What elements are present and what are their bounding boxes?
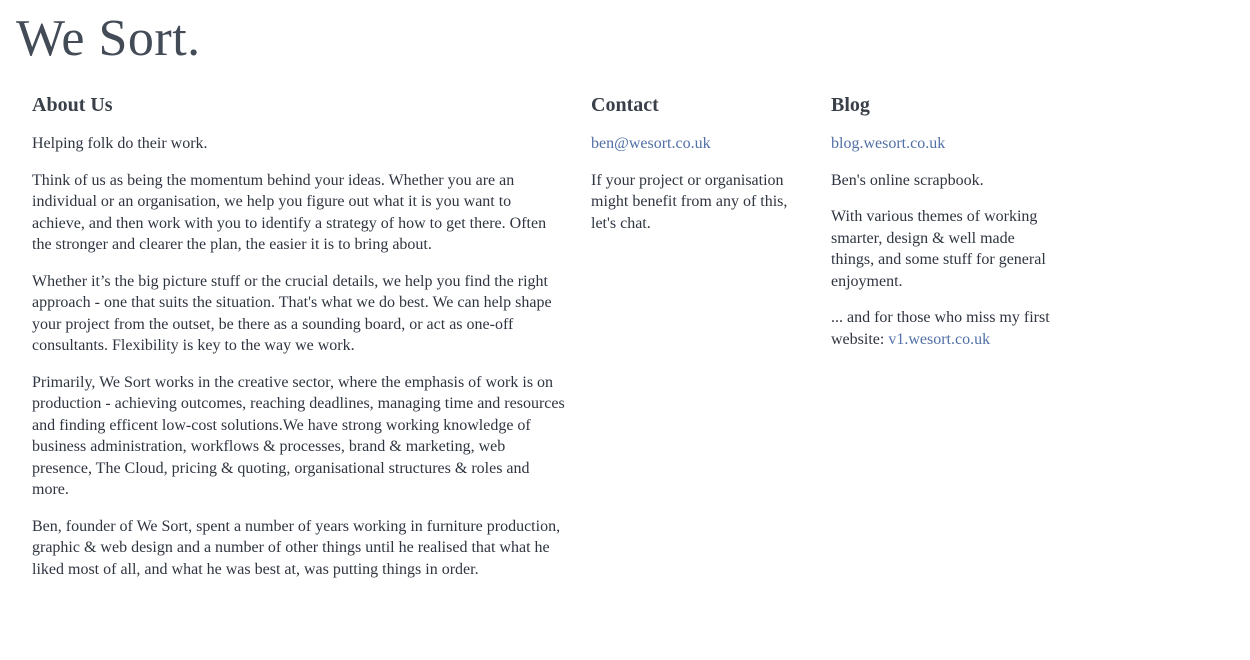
blog-section — [831, 92, 1051, 365]
contact-email-link[interactable]: ben@wesort.co.uk — [591, 135, 711, 152]
contact-heading: Contact — [591, 94, 659, 116]
blog-v1-line — [831, 307, 1051, 350]
contact-section — [591, 92, 806, 249]
about-heading: About Us — [32, 94, 113, 116]
blog-heading: Blog — [831, 94, 870, 116]
blog-link-line — [831, 133, 1051, 155]
blog-paragraph: With various themes of working smarter, design & well made things, and some stuff for general enjoyment. — [831, 208, 1046, 290]
about-paragraph: Think of us as being the momentum behind your ideas. Whether you are an individual or an organisation, we help you figure out what it is you want to achieve, and then work with you to identify a strategy of how to get there. Often the stronger and clearer the plan, the easier it is to bring about. — [32, 171, 547, 253]
contact-text: If your project or organisation might benefit from any of this, let's chat. — [591, 171, 788, 232]
blog-v1-prefix: ... and for those who miss my first website: — [831, 309, 1050, 348]
blog-link[interactable]: blog.wesort.co.uk — [831, 135, 946, 152]
about-paragraph: Ben, founder of We Sort, spent a number of years working in furniture production, graphic & web design and a number of other things until he realised that what he liked most of all, and what he was best at, was putting things in order. — [32, 517, 561, 578]
site-logo[interactable]: We Sort. — [16, 10, 201, 67]
blog-paragraph: Ben's online scrapbook. — [831, 171, 984, 189]
about-section — [32, 92, 567, 595]
about-paragraph: Primarily, We Sort works in the creative sector, where the emphasis of work is on production - achieving outcomes, reaching deadlines, managing time and resources and finding efficent low-cost solutions.We have strong working knowledge of business administration, workflows & processes, brand & marketing, web presence, The Cloud, pricing & quoting, organisational structures & roles and more. — [32, 373, 565, 498]
about-paragraph: Whether it’s the big picture stuff or the crucial details, we help you find the right approach - one that suits the situation. That's what we do best. We can help shape your project from the outset, be there as a sounding board, or act as one-off consultants. Flexibility is key to the way we work. — [32, 272, 552, 354]
contact-email-line — [591, 133, 806, 155]
about-paragraph: Helping folk do their work. — [32, 135, 208, 152]
v1-site-link[interactable]: v1.wesort.co.uk — [888, 330, 991, 348]
